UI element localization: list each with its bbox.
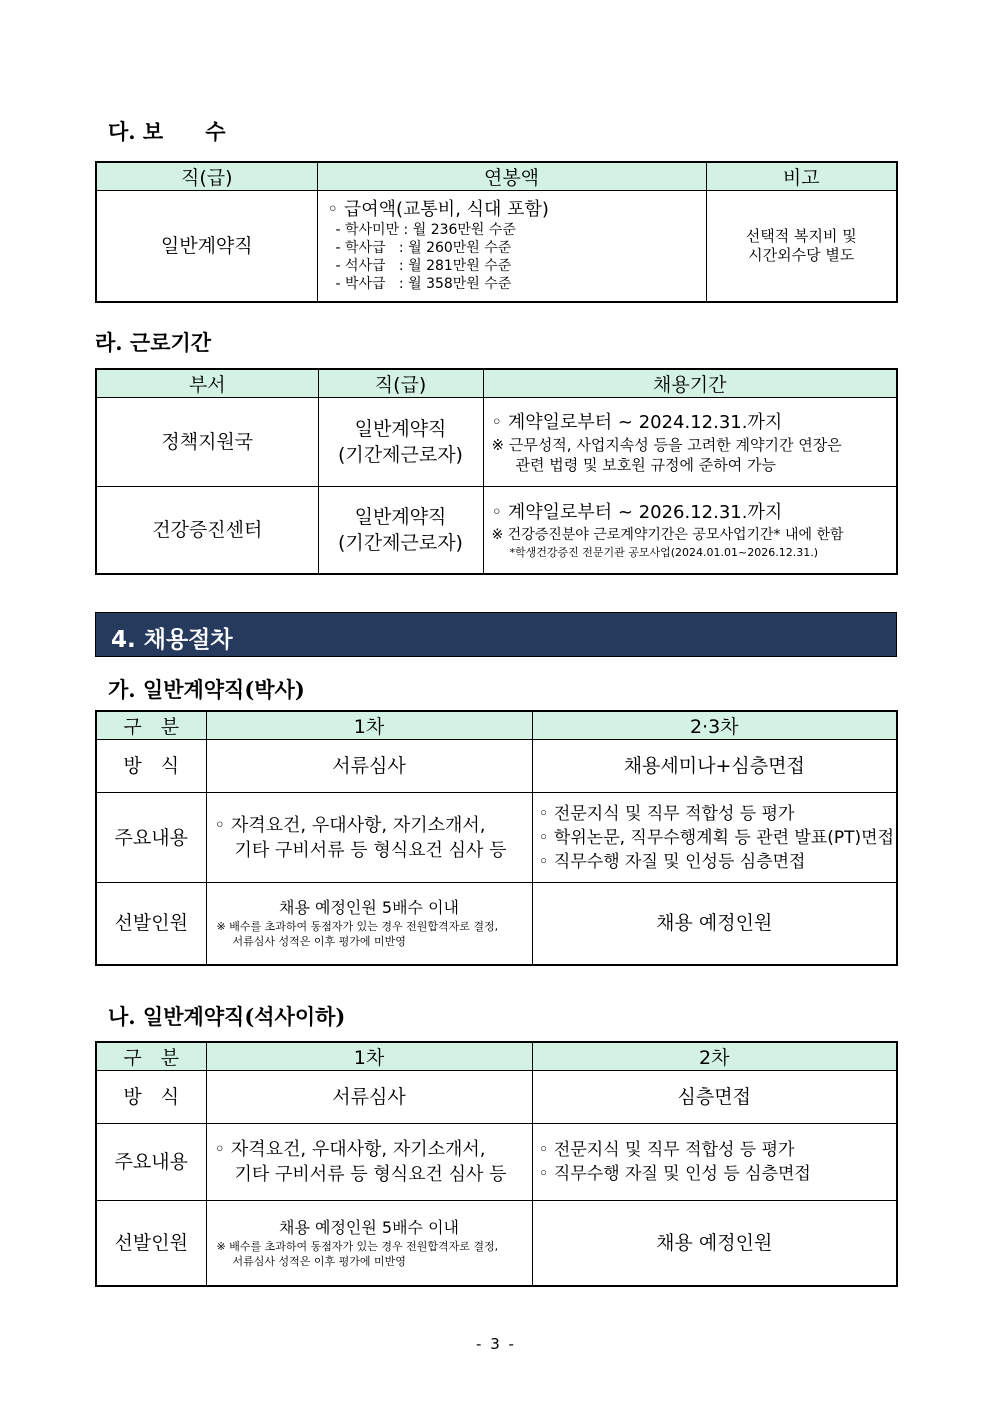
col-header-position: 직(급)	[318, 369, 483, 398]
term-cell	[483, 487, 897, 574]
col-header-salary: 연봉액	[317, 162, 706, 191]
dept-cell: 건강증진센터	[96, 487, 318, 574]
term-line: ◦ 계약일로부터 ~ 2024.12.31.까지	[491, 411, 783, 433]
row-label: 주요내용	[96, 793, 206, 883]
table-row	[96, 1071, 897, 1124]
row-label: 방 식	[96, 740, 206, 793]
section-banner	[95, 612, 897, 657]
page-number: - 3 -	[476, 1335, 516, 1353]
content-line: ◦ 전문지식 및 직무 적합성 등 평가	[538, 803, 795, 824]
method-cell: 심층면접	[532, 1071, 897, 1124]
section-heading-pay: 다. 보 수	[108, 119, 226, 144]
content-line: ◦ 학위논문, 직무수행계획 등 관련 발표(PT)면접	[538, 827, 895, 848]
method-cell: 채용세미나+심층면접	[532, 740, 897, 793]
row-label: 선발인원	[96, 1201, 206, 1286]
select-cell: 채용 예정인원	[532, 883, 897, 965]
row-label: 주요내용	[96, 1124, 206, 1201]
col-header-stage-1: 1차	[206, 1042, 532, 1071]
method-cell: 서류심사	[206, 740, 532, 793]
table-row	[96, 398, 897, 487]
table-row	[96, 487, 897, 574]
position-line: (기간제근로자)	[338, 531, 463, 554]
select-note: ※ 배수를 초과하여 동점자가 있는 경우 전원합격자로 결정,	[216, 920, 499, 934]
content-cell	[206, 793, 532, 883]
content-line: ◦ 전문지식 및 직무 적합성 등 평가	[538, 1140, 795, 1160]
salary-title: ◦ 급여액(교통비, 식대 포함)	[327, 198, 549, 220]
content-line: ◦ 자격요건, 우대사항, 자기소개서,	[214, 814, 486, 836]
term-note: ※ 근무성적, 사업지속성 등을 고려한 계약기간 연장은	[491, 435, 842, 454]
remark-line: 시간외수당 별도	[748, 245, 855, 264]
procedure-table-phd	[95, 710, 898, 966]
procedure-table-master	[95, 1041, 898, 1287]
salary-line: - 석사급 : 월 281만원 수준	[335, 257, 512, 274]
term-note: 관련 법령 및 보호원 규정에 준하여 가능	[515, 455, 776, 474]
position-cell	[318, 487, 483, 574]
col-header-term: 채용기간	[483, 369, 897, 398]
select-cell: 채용 예정인원	[532, 1201, 897, 1286]
row-label: 선발인원	[96, 883, 206, 965]
col-header-stage-1: 1차	[206, 711, 532, 740]
content-cell	[532, 793, 897, 883]
salary-line: - 박사급 : 월 358만원 수준	[335, 275, 512, 292]
table-row	[96, 883, 897, 965]
position-cell	[318, 398, 483, 487]
row-label: 방 식	[96, 1071, 206, 1124]
position-line: 일반계약직	[354, 505, 447, 528]
section-heading-master: 나. 일반계약직(석사이하)	[108, 1004, 346, 1029]
term-note: ※ 건강증진분야 근로계약기간은 공모사업기간* 내에 한함	[491, 526, 844, 543]
position-cell: 일반계약직	[96, 191, 317, 302]
col-header-stage-2: 2차	[532, 1042, 897, 1071]
section-title: 4. 채용절차	[111, 627, 233, 653]
salary-line: - 학사급 : 월 260만원 수준	[335, 239, 512, 256]
select-note: 서류심사 성적은 이후 평가에 미반영	[232, 935, 406, 949]
content-cell	[206, 1124, 532, 1201]
content-line: ◦ 직무수행 자질 및 인성등 심층면접	[538, 851, 806, 872]
col-header-stage-2: 2·3차	[532, 711, 897, 740]
col-header-category: 구 분	[96, 1042, 206, 1071]
select-cell	[206, 1201, 532, 1286]
select-note: 서류심사 성적은 이후 평가에 미반영	[232, 1254, 406, 1268]
table-row	[96, 793, 897, 883]
content-line: 기타 구비서류 등 형식요건 심사 등	[234, 1164, 507, 1185]
remark-line: 선택적 복지비 및	[745, 226, 857, 245]
dept-cell: 정책지원국	[96, 398, 318, 487]
select-text: 채용 예정인원 5배수 이내	[279, 1217, 459, 1237]
period-table	[95, 368, 898, 575]
pay-table	[95, 161, 898, 303]
salary-cell	[317, 191, 706, 302]
content-line: ◦ 직무수행 자질 및 인성 등 심층면접	[538, 1164, 811, 1184]
content-line: 기타 구비서류 등 형식요건 심사 등	[234, 839, 507, 861]
term-line: ◦ 계약일로부터 ~ 2026.12.31.까지	[491, 501, 783, 523]
term-cell	[483, 398, 897, 487]
content-line: ◦ 자격요건, 우대사항, 자기소개서,	[214, 1139, 486, 1160]
section-heading-phd: 가. 일반계약직(박사)	[108, 677, 305, 702]
content-cell	[532, 1124, 897, 1201]
term-footnote: *학생건강증진 전문기관 공모사업(2024.01.01~2026.12.31.)	[509, 545, 819, 559]
select-cell	[206, 883, 532, 965]
col-header-remark: 비고	[706, 162, 897, 191]
salary-line: - 학사미만 : 월 236만원 수준	[335, 221, 516, 238]
table-row	[96, 1124, 897, 1201]
section-heading-period: 라. 근로기간	[95, 330, 212, 355]
position-line: 일반계약직	[354, 418, 447, 440]
col-header-category: 구 분	[96, 711, 206, 740]
table-row	[96, 740, 897, 793]
remark-cell	[706, 191, 897, 302]
select-note: ※ 배수를 초과하여 동점자가 있는 경우 전원합격자로 결정,	[216, 1239, 499, 1253]
position-line: (기간제근로자)	[338, 444, 463, 466]
method-cell: 서류심사	[206, 1071, 532, 1124]
col-header-dept: 부서	[96, 369, 318, 398]
col-header-position: 직(급)	[96, 162, 317, 191]
table-row	[96, 1201, 897, 1286]
select-text: 채용 예정인원 5배수 이내	[279, 898, 459, 918]
